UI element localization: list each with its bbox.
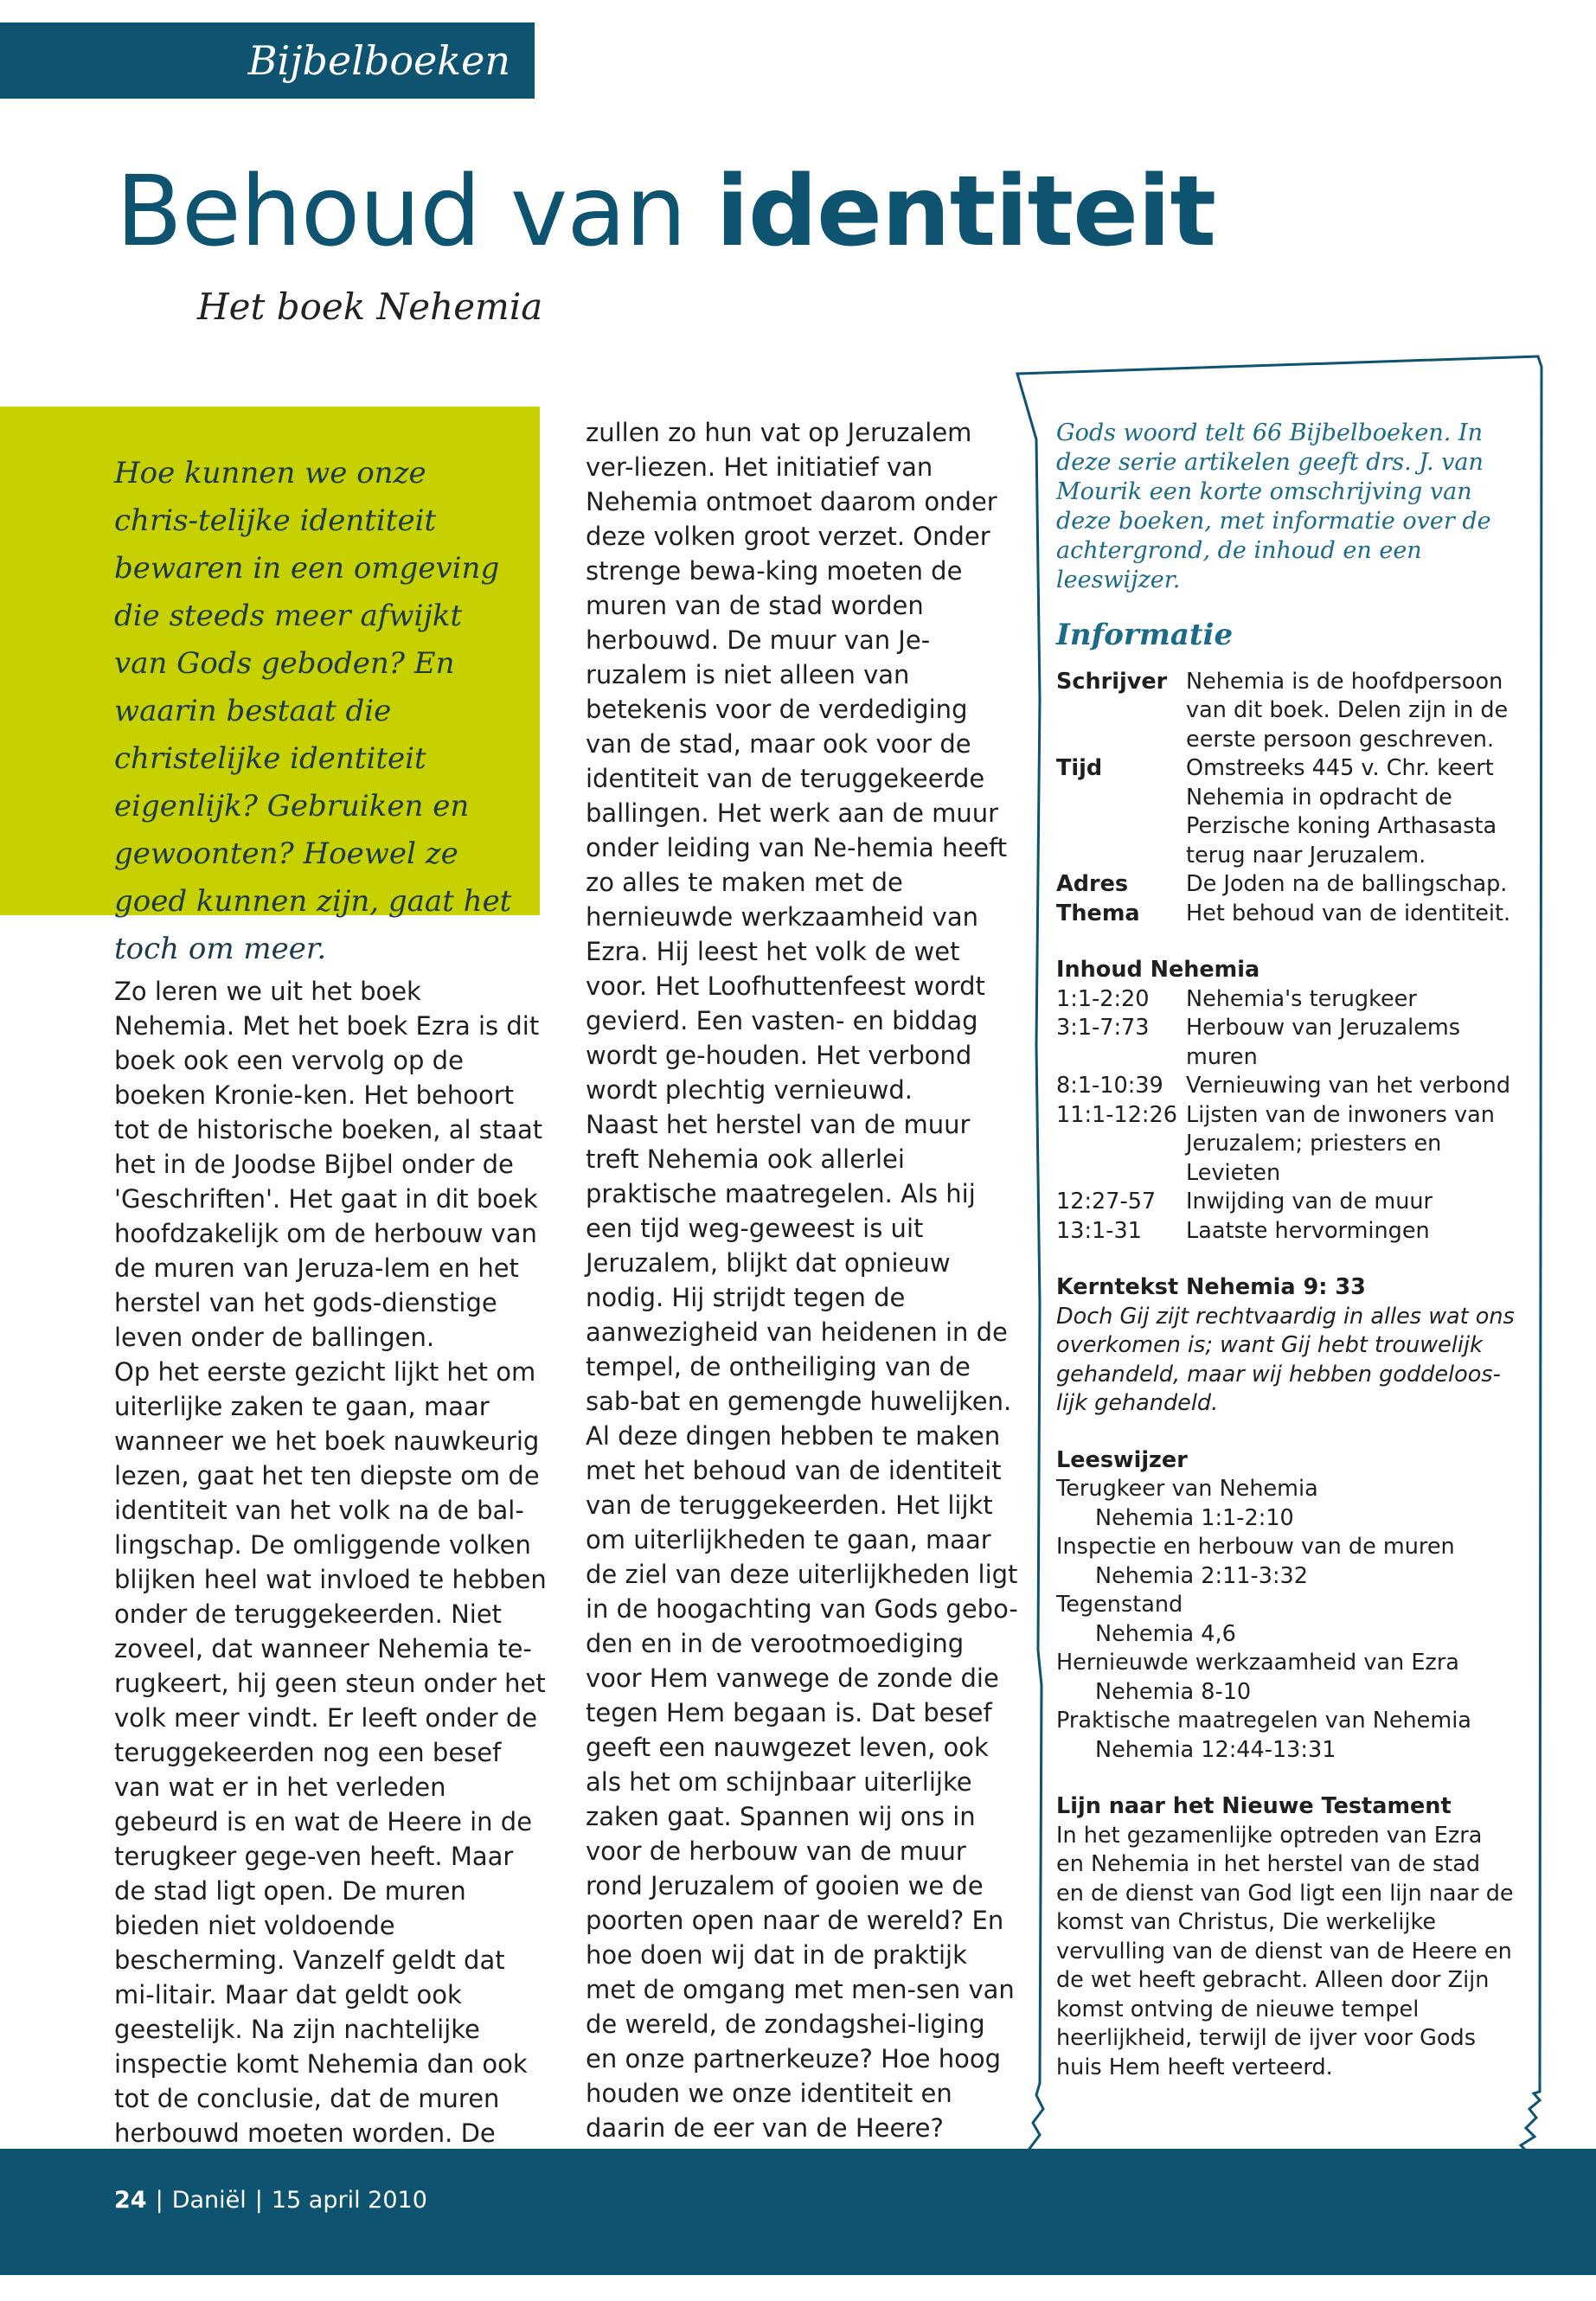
contents-row <box>1056 985 1515 1015</box>
contents-row <box>1056 1072 1515 1101</box>
contents-heading: Inhoud Nehemia <box>1056 957 1260 983</box>
guide-title: Tegenstand <box>1056 1592 1183 1618</box>
info-label: Tijd <box>1056 755 1103 781</box>
guide-ref: Nehemia 1:1-2:10 <box>1095 1504 1294 1531</box>
contents-text: Nehemia's terugkeer <box>1186 985 1417 1012</box>
guide-heading: Leeswijzer <box>1056 1446 1188 1473</box>
contents-ref: 1:1-2:20 <box>1056 985 1150 1012</box>
guide-title: Inspectie en herbouw van de muren <box>1056 1534 1455 1560</box>
page-number: 24 <box>114 2187 147 2214</box>
body-column-1 <box>114 974 547 2185</box>
info-label: Adres <box>1056 871 1129 897</box>
info-value: Het behoud van de identiteit. <box>1186 900 1511 926</box>
footer-divider: | <box>254 2187 263 2214</box>
info-value: Nehemia is de hoofdpersoon van dit boek. Delen zijn in de eerste persoon geschreven. <box>1186 668 1509 753</box>
guide-ref: Nehemia 12:44-13:31 <box>1095 1736 1336 1763</box>
info-row <box>1056 900 1515 929</box>
intro-box <box>0 407 540 966</box>
info-label: Schrijver <box>1056 668 1168 695</box>
body-paragraph: Naast het herstel van de muur treft Nehemia ook allerlei praktische maatregelen. Als hij een tijd weg-geweest is uit Jeruzalem, blijkt dat opnieuw nodig. Hij strijdt tegen de aanwezigheid van heidenen in de tempel, de ontheiliging van de sab-bat en gemengde huwelijken. <box>586 1110 1012 1416</box>
section-label: Bijbelboeken <box>0 22 535 99</box>
guide-title: Praktische maatregelen van Nehemia <box>1056 1708 1471 1734</box>
contents-text: Lijsten van de inwoners van Jeruzalem; priesters en Levieten <box>1186 1101 1495 1186</box>
nt-heading: Lijn naar het Nieuwe Testament <box>1056 1793 1452 1819</box>
body-paragraph: Al deze dingen hebben te maken met het behoud van de identiteit van de teruggekeerden. Het lijkt om uiterlijkheden te gaan, maar de ziel van deze uiterlijkheden ligt in de hoogachting van Gods gebo-den en in de verootmoediging voor Hem vanwege de zonde die tegen Hem begaan is. Dat besef geeft een nauwgezet leven, ook als het om schijnbaar uiterlijke zaken gaat. Spannen wij ons in voor de herbouw van de muur rond Jeruzalem of gooien we de poorten open naar de wereld? En hoe doen wij dat in de praktijk met de omgang met men-sen van de wereld, de zondagshei-liging en onze partnerkeuze? Hoe hoog houden we onze identiteit en daarin de eer van de Heere? <box>586 1421 1018 2143</box>
contents-row <box>1056 1101 1515 1189</box>
info-value: De Joden na de ballingschap. <box>1186 871 1508 897</box>
guide-ref: Nehemia 4,6 <box>1095 1620 1236 1647</box>
contents-text: Laatste hervormingen <box>1186 1217 1430 1244</box>
issue-date: 15 april 2010 <box>271 2187 427 2214</box>
info-sidebar <box>1010 353 1547 2187</box>
body-column-2 <box>586 415 1018 2145</box>
body-paragraph: Op het eerste gezicht lijkt het om uiterlijke zaken te gaan, maar wanneer we het boek nauwkeurig lezen, gaat het ten diepste om de identiteit van het volk na de bal-lingschap. De omliggende volken blijken heel wat invloed te hebben onder de teruggekeerden. Niet zoveel, dat wanneer Nehemia te-rugkeert, hij geen steun onder het volk meer vindt. Er leeft onder de teruggekeerden nog een besef van wat er in het verleden gebeurd is en wat de Heere in de terugkeer gege-ven heeft. Maar de stad ligt open. De muren bieden niet voldoende bescherming. Vanzelf geldt dat mi-litair. Maar dat geldt ook geestelijk. Na zijn nachtelijke inspectie komt Nehemia dan ook tot de conclusie, dat de muren herbouwd moeten worden. De <box>114 1357 547 2148</box>
page-subtitle: Het boek Nehemia <box>197 285 543 328</box>
footer <box>114 2187 427 2214</box>
contents-row <box>1056 1014 1515 1072</box>
info-row <box>1056 870 1515 900</box>
title-bold: identiteit <box>715 156 1216 268</box>
body-paragraph: zullen zo hun vat op Jeruzalem ver-liezen. Het initiatief van Nehemia ontmoet daarom onder deze volken groot verzet. Onder strenge bewa-king moeten de muren van de stad worden herbouwd. De muur van Je-ruzalem is niet alleen van betekenis voor de verdediging van de stad, maar ook voor de identiteit van de teruggekeerde ballingen. Het werk aan de muur onder leiding van Ne-hemia heeft zo alles te maken met de hernieuwde werkzaamheid van Ezra. Hij leest het volk de wet voor. Het Loofhuttenfeest wordt gevierd. Een vasten- en biddag wordt ge-houden. Het verbond wordt plechtig vernieuwd. <box>586 418 1008 1105</box>
contents-text: Inwijding van de muur <box>1186 1189 1433 1215</box>
contents-ref: 3:1-7:73 <box>1056 1015 1150 1041</box>
key-text-heading: Kerntekst Nehemia 9: 33 <box>1056 1274 1366 1300</box>
sidebar-intro: Gods woord telt 66 Bijbelboeken. In deze serie artikelen geeft drs. J. van Mourik een korte omschrijving van deze boeken, met informatie over de achtergrond, de inhoud en een leeswijzer. <box>1056 420 1491 593</box>
info-row <box>1056 754 1515 870</box>
contents-ref: 8:1-10:39 <box>1056 1073 1163 1099</box>
contents-text: Herbouw van Jeruzalems muren <box>1186 1015 1461 1070</box>
info-label: Thema <box>1056 900 1140 926</box>
contents-text: Vernieuwing van het verbond <box>1186 1073 1511 1099</box>
guide-ref: Nehemia 2:11-3:32 <box>1095 1562 1308 1589</box>
sidebar-content <box>1056 419 1515 2082</box>
body-paragraph: Zo leren we uit het boek Nehemia. Met het boek Ezra is dit boek ook een vervolg op de boeken Kronie-ken. Het behoort tot de historische boeken, al staat het in de Joodse Bijbel onder de 'Geschriften'. Het gaat in dit boek hoofdzakelijk om de herbouw van de muren van Jeruza-lem en het herstel van het gods-dienstige leven onder de ballingen. <box>114 977 543 1352</box>
contents-row <box>1056 1188 1515 1217</box>
nt-text: In het gezamenlijke optreden van Ezra en Nehemia in het herstel van de stad en de dienst van God ligt een lijn naar de komst van Christus, Die werkelijke vervulling van de dienst van de Heere en de wet heeft gebracht. Alleen door Zijn komst ontving de nieuwe tempel heerlijkheid, terwijl de ijver voor Gods huis Hem heeft verteerd. <box>1056 1822 1514 2080</box>
key-text: Doch Gij zijt rechtvaardig in alles wat ons overkomen is; want Gij hebt trouwelijk gehandeld, maar wij hebben goddeloos-lijk gehandeld. <box>1056 1303 1515 1416</box>
title-regular: Behoud van <box>116 156 716 268</box>
page-title <box>116 147 1500 277</box>
contents-ref: 11:1-12:26 <box>1056 1101 1177 1128</box>
info-heading: Informatie <box>1056 618 1234 652</box>
guide-ref: Nehemia 8-10 <box>1095 1678 1252 1705</box>
contents-ref: 13:1-31 <box>1056 1217 1142 1244</box>
info-value: Omstreeks 445 v. Chr. keert Nehemia in opdracht de Perzische koning Arthasasta terug naar Jeruzalem. <box>1186 755 1497 868</box>
guide-title: Hernieuwde werkzaamheid van Ezra <box>1056 1650 1459 1676</box>
info-row <box>1056 668 1515 755</box>
footer-divider: | <box>155 2187 163 2214</box>
magazine-name: Daniël <box>171 2187 247 2214</box>
contents-ref: 12:27-57 <box>1056 1189 1157 1215</box>
guide-title: Terugkeer van Nehemia <box>1056 1476 1318 1502</box>
contents-row <box>1056 1217 1515 1247</box>
intro-text: Hoe kunnen we onze chris-telijke identiteit bewaren in een omgeving die steeds meer afwijkt van Gods geboden? En waarin bestaat die christelijke identiteit eigenlijk? Gebruiken en gewoonten? Hoewel ze goed kunnen zijn, gaat het toch om meer. <box>114 456 512 966</box>
